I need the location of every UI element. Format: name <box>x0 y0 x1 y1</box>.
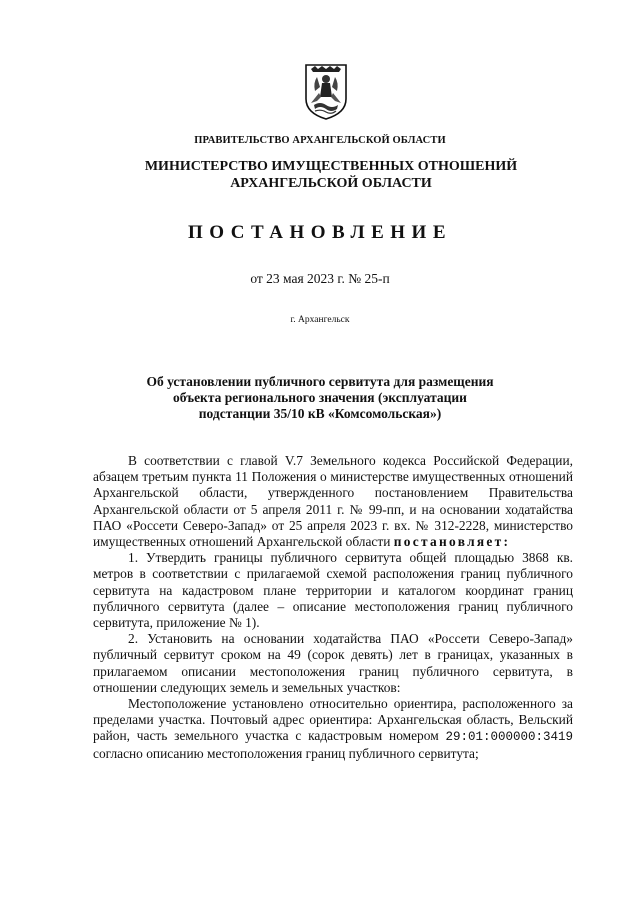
document-date-number: от 23 мая 2023 г. № 25-п <box>250 271 390 286</box>
government-header: ПРАВИТЕЛЬСТВО АРХАНГЕЛЬСКОЙ ОБЛАСТИ <box>194 135 446 146</box>
ministry-header <box>0 158 640 192</box>
document-body <box>93 453 573 762</box>
subject-line-2: объекта регионального значения (эксплуатации <box>173 390 467 405</box>
location-paragraph <box>93 696 573 762</box>
preamble-text: В соответствии с главой V.7 Земельного кодекса Российской Федерации, абзацем третьим пункта 11 Положения о министерстве имущественных отношений Архангельской области, утвержденного постановлением Правительства Архангельской области от 5 апреля 2011 г. № 99-пп, и на основании ходатайства ПАО «Россети Северо-Запад» от 25 апреля 2023 г. вх. № 312-2228, министерство имущественных отношений Архангельской области <box>93 453 573 550</box>
decree-word: постановляет: <box>393 534 511 550</box>
document-subject <box>0 374 640 422</box>
location-text-2: согласно описанию местоположения границ публичного сервитута; <box>93 745 479 761</box>
coat-of-arms-icon <box>303 63 349 121</box>
preamble-paragraph <box>93 453 573 550</box>
subject-line-3: подстанции 35/10 кВ «Комсомольская») <box>198 406 442 421</box>
document-city: г. Архангельск <box>290 315 350 325</box>
item-2-paragraph: 2. Установить на основании ходатайства ПАО «Россети Северо-Запад» публичный сервитут сроком на 49 (сорок девять) лет в границах, указанных в прилагаемом описании местоположения границ публичного сервитута, в отношении следующих земель и земельных участков: <box>93 631 573 695</box>
ministry-line-2: АРХАНГЕЛЬСКОЙ ОБЛАСТИ <box>230 176 432 191</box>
subject-line-1: Об установлении публичного сервитута для размещения <box>146 374 494 389</box>
item-1-paragraph: 1. Утвердить границы публичного сервитута общей площадью 3868 кв. метров в соответствии с прилагаемой схемой расположения границ публичного сервитута на кадастровом плане территории и каталогом координат границ публичного сервитута (далее – описание местоположения границ публичного сервитута, приложение № 1). <box>93 550 573 631</box>
ministry-line-1: МИНИСТЕРСТВО ИМУЩЕСТВЕННЫХ ОТНОШЕНИЙ <box>144 159 518 174</box>
location-text-1: Местоположение установлено относительно ориентира, расположенного за пределами участка. Почтовый адрес ориентира: Архангельская область, Вельский район, часть земельного участка с кадастровым номером <box>93 696 573 744</box>
document-type-title: ПОСТАНОВЛЕНИЕ <box>187 222 453 243</box>
cadastral-number: 29:01:000000:3419 <box>445 730 573 745</box>
